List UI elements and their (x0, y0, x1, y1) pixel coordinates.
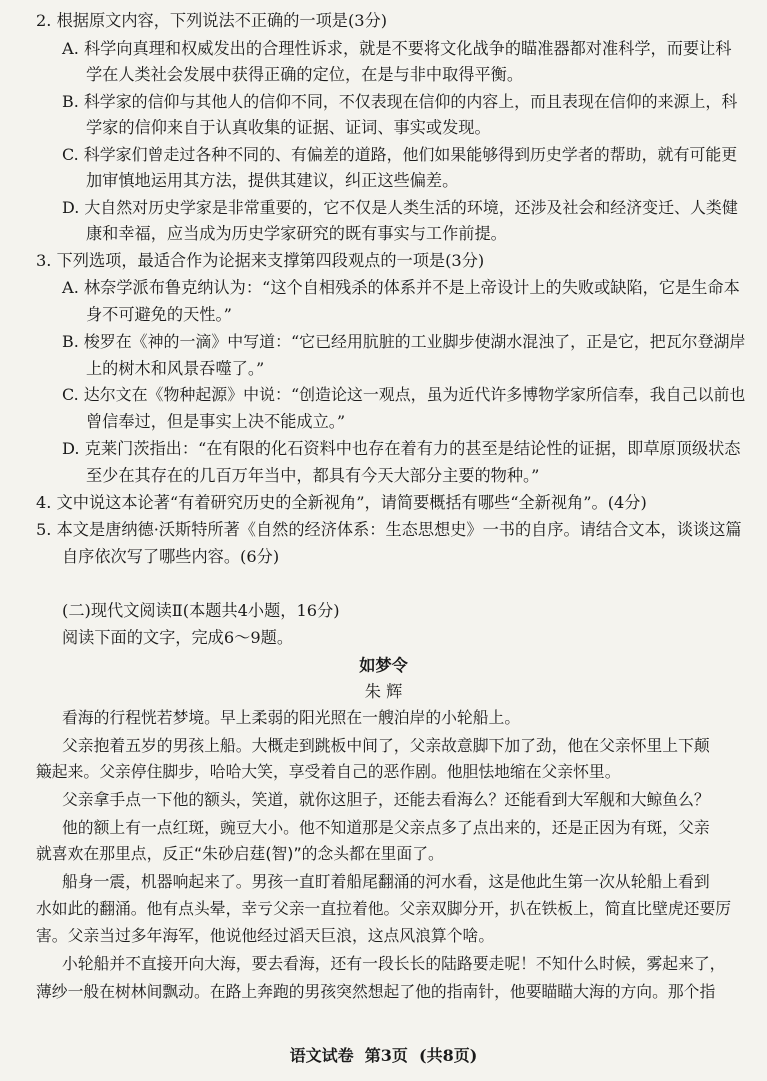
q3-option-d-line2: 至少在其存在的几百万年当中，都具有今天大部分主要的物种。” (86, 466, 540, 485)
q3-option-a-line1: A. 林奈学派布鲁克纳认为：“这个自相残杀的体系并不是上帝设计上的失败或缺陷，它是生命本 (62, 278, 740, 297)
story-line: 小轮船并不直接开向大海，要去看海，还有一段长长的陆路要走呢！不知什么时候，雾起来了， (62, 954, 726, 973)
q3-stem: 3. 下列选项，最适合作为论据来支撑第四段观点的一项是(3分) (36, 251, 485, 270)
story-author: 朱 辉 (364, 682, 403, 701)
q2-option-c-line1: C. 科学家们曾走过各种不同的、有偏差的道路，他们如果能够得到历史学者的帮助，就有可能更 (62, 145, 738, 164)
story-title: 如梦令 (359, 656, 408, 675)
q3-option-c-line1: C. 达尔文在《物种起源》中说：“创造论这一观点，虽为近代许多博物学家所信奉，我自己以前也 (62, 385, 746, 404)
q2-option-b-line1: B. 科学家的信仰与其他人的信仰不同，不仅表现在信仰的内容上，而且表现在信仰的来源上，科 (62, 92, 738, 111)
q3-option-b-line2: 上的树木和风景吞噬了。” (86, 359, 265, 378)
story-line: 就喜欢在那里点，反正“朱砂启莛(智)”的念头都在里面了。 (36, 844, 444, 863)
q3-option-b-line1: B. 梭罗在《神的一滴》中写道：“它已经用肮脏的工业脚步使湖水混浊了，正是它，把瓦尔登湖岸 (62, 332, 746, 351)
section-instruction: 阅读下面的文字，完成6～9题。 (62, 628, 294, 647)
story-line: 看海的行程恍若梦境。早上柔弱的阳光照在一艘泊岸的小轮船上。 (62, 708, 521, 727)
q2-option-c-line2: 加审慎地运用其方法，提供其建议，纠正这些偏差。 (86, 171, 459, 190)
story-line: 他的额上有一点红斑，豌豆大小。他不知道那是父亲点多了点出来的，还是正因为有斑，父亲 (62, 818, 710, 837)
story-line: 薄纱一般在树林间飘动。在路上奔跑的男孩突然想起了他的指南针，他要瞄瞄大海的方向。那个指 (36, 982, 716, 1001)
q2-option-b-line2: 学家的信仰来自于认真收集的证据、证词、事实或发现。 (86, 118, 491, 137)
story-line: 水如此的翻涌。他有点头晕，幸亏父亲一直拉着他。父亲双脚分开，扒在铁板上，简直比壁虎还要厉 (36, 899, 732, 918)
story-line: 船身一震，机器响起来了。男孩一直盯着船尾翻涌的河水看，这是他此生第一次从轮船上看到 (62, 872, 710, 891)
q3-option-a-line2: 身不可避免的天性。” (86, 305, 232, 324)
q2-option-a-line1: A. 科学向真理和权威发出的合理性诉求，就是不要将文化战争的瞄准器都对准科学，而要让科 (62, 39, 732, 58)
section-heading: (二)现代文阅读Ⅱ(本题共4小题，16分) (62, 601, 340, 620)
q5-stem-line2: 自序依次写了哪些内容。(6分) (62, 547, 280, 566)
q2-stem: 2. 根据原文内容，下列说法不正确的一项是(3分) (36, 11, 388, 30)
story-line: 簸起来。父亲停住脚步，哈哈大笑，享受着自己的恶作剧。他胆怯地缩在父亲怀里。 (36, 762, 621, 781)
q4-stem: 4. 文中说这本论著“有着研究历史的全新视角”，请简要概括有哪些“全新视角”。(4分) (36, 493, 647, 512)
story-line: 害。父亲当过多年海军，他说他经过滔天巨浪，这点风浪算个啥。 (36, 926, 495, 945)
story-line: 父亲抱着五岁的男孩上船。大概走到跳板中间了，父亲故意脚下加了劲，他在父亲怀里上下颠 (62, 736, 710, 755)
page-footer: 语文试卷 第3页 (共8页) (289, 1046, 478, 1065)
q3-option-d-line1: D. 克莱门茨指出：“在有限的化石资料中也存在着有力的甚至是结论性的证据，即草原顶级状态 (62, 439, 741, 458)
story-line: 父亲拿手点一下他的额头，笑道，就你这胆子，还能去看海么？还能看到大军舰和大鲸鱼么？ (62, 790, 710, 809)
q2-option-d-line2: 康和幸福，应当成为历史学家研究的既有事实与工作前提。 (86, 224, 507, 243)
q3-option-c-line2: 曾信奉过，但是事实上决不能成立。” (86, 412, 346, 431)
q2-option-d-line1: D. 大自然对历史学家是非常重要的，它不仅是人类生活的环境，还涉及社会和经济变迁、人类健 (62, 198, 738, 217)
q2-option-a-line2: 学在人类社会发展中获得正确的定位，在是与非中取得平衡。 (86, 65, 524, 84)
q5-stem-line1: 5. 本文是唐纳德·沃斯特所著《自然的经济体系：生态思想史》一书的自序。请结合文本，谈谈这篇 (36, 520, 742, 539)
